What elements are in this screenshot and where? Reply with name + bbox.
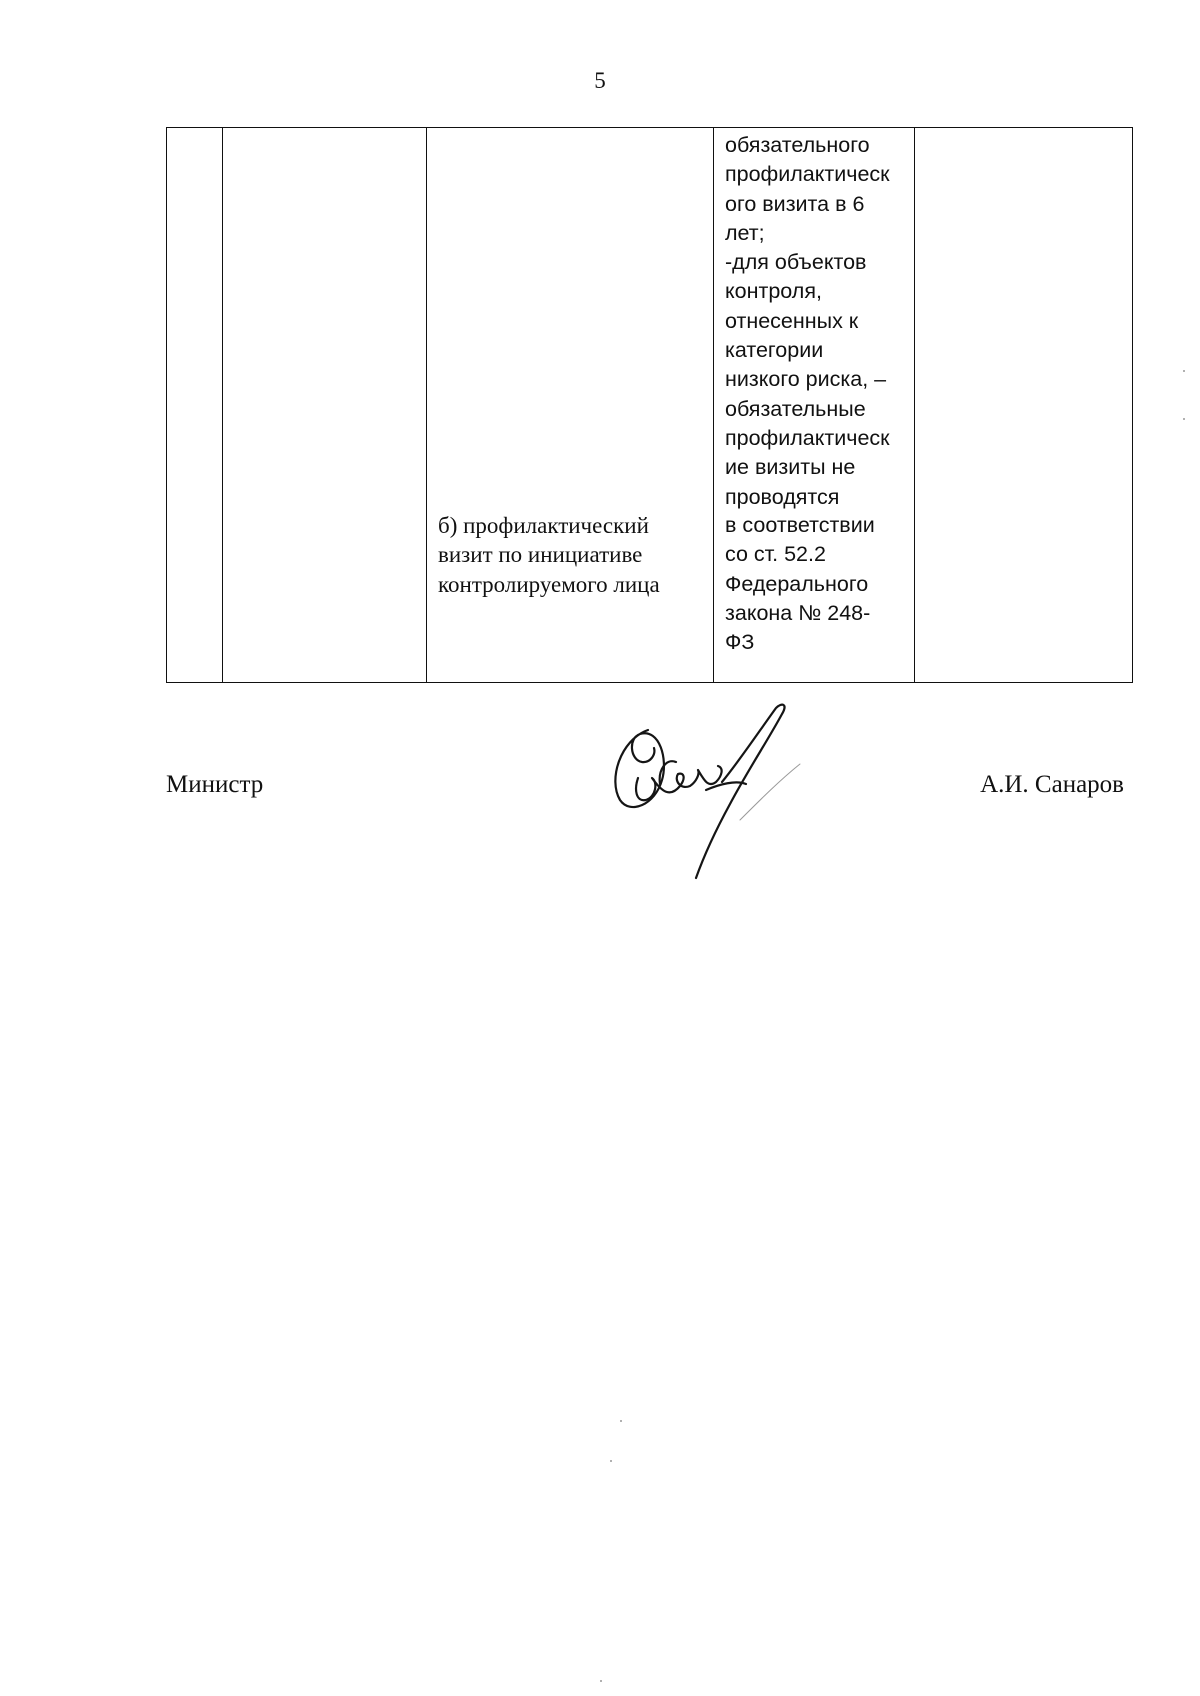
frequency-line: обязательные [725,396,866,421]
frequency-text [714,128,914,511]
scan-speck [1183,370,1185,372]
handwritten-signature [600,700,860,890]
cell-responsible [915,128,1133,683]
frequency-line: профилактическ [725,425,890,450]
cell-type [223,128,427,683]
frequency-line: лет; [725,220,765,245]
measure-line: контролируемого лица [438,571,660,597]
frequency-line: отнесенных к [725,308,859,333]
frequency-line: ФЗ [725,630,755,655]
page-number: 5 [594,68,606,93]
frequency-line: со ст. 52.2 [725,542,826,567]
frequency-line: контроля, [725,279,822,304]
frequency-line: ого визита в 6 [725,191,865,216]
signatory-name: А.И. Санаров [980,771,1124,798]
frequency-text-b [714,511,914,657]
frequency-line: закона № 248- [725,600,871,625]
frequency-line: в соответствии [725,513,875,537]
table-row [167,128,1133,683]
frequency-line: проводятся [725,484,840,509]
frequency-line: -для объектов [725,250,867,275]
cell-measure [427,128,714,683]
scan-speck [600,1680,602,1682]
signatory-role: Министр [166,771,264,798]
cell-number [167,128,223,683]
scan-speck [610,1460,612,1462]
frequency-line: Федерального [725,571,869,596]
frequency-line: категории [725,338,824,363]
frequency-line: низкого риска, – [725,367,887,392]
measure-text [427,511,713,599]
scan-speck [1183,418,1185,420]
measure-line: визит по инициативе [438,542,643,568]
continuation-table [166,127,1133,683]
cell-frequency [714,128,915,683]
frequency-line: профилактическ [725,162,890,187]
measure-line: б) профилактический [438,513,649,538]
scan-speck [620,1420,622,1422]
frequency-line: обязательного [725,133,870,157]
frequency-line: ие визиты не [725,455,856,480]
